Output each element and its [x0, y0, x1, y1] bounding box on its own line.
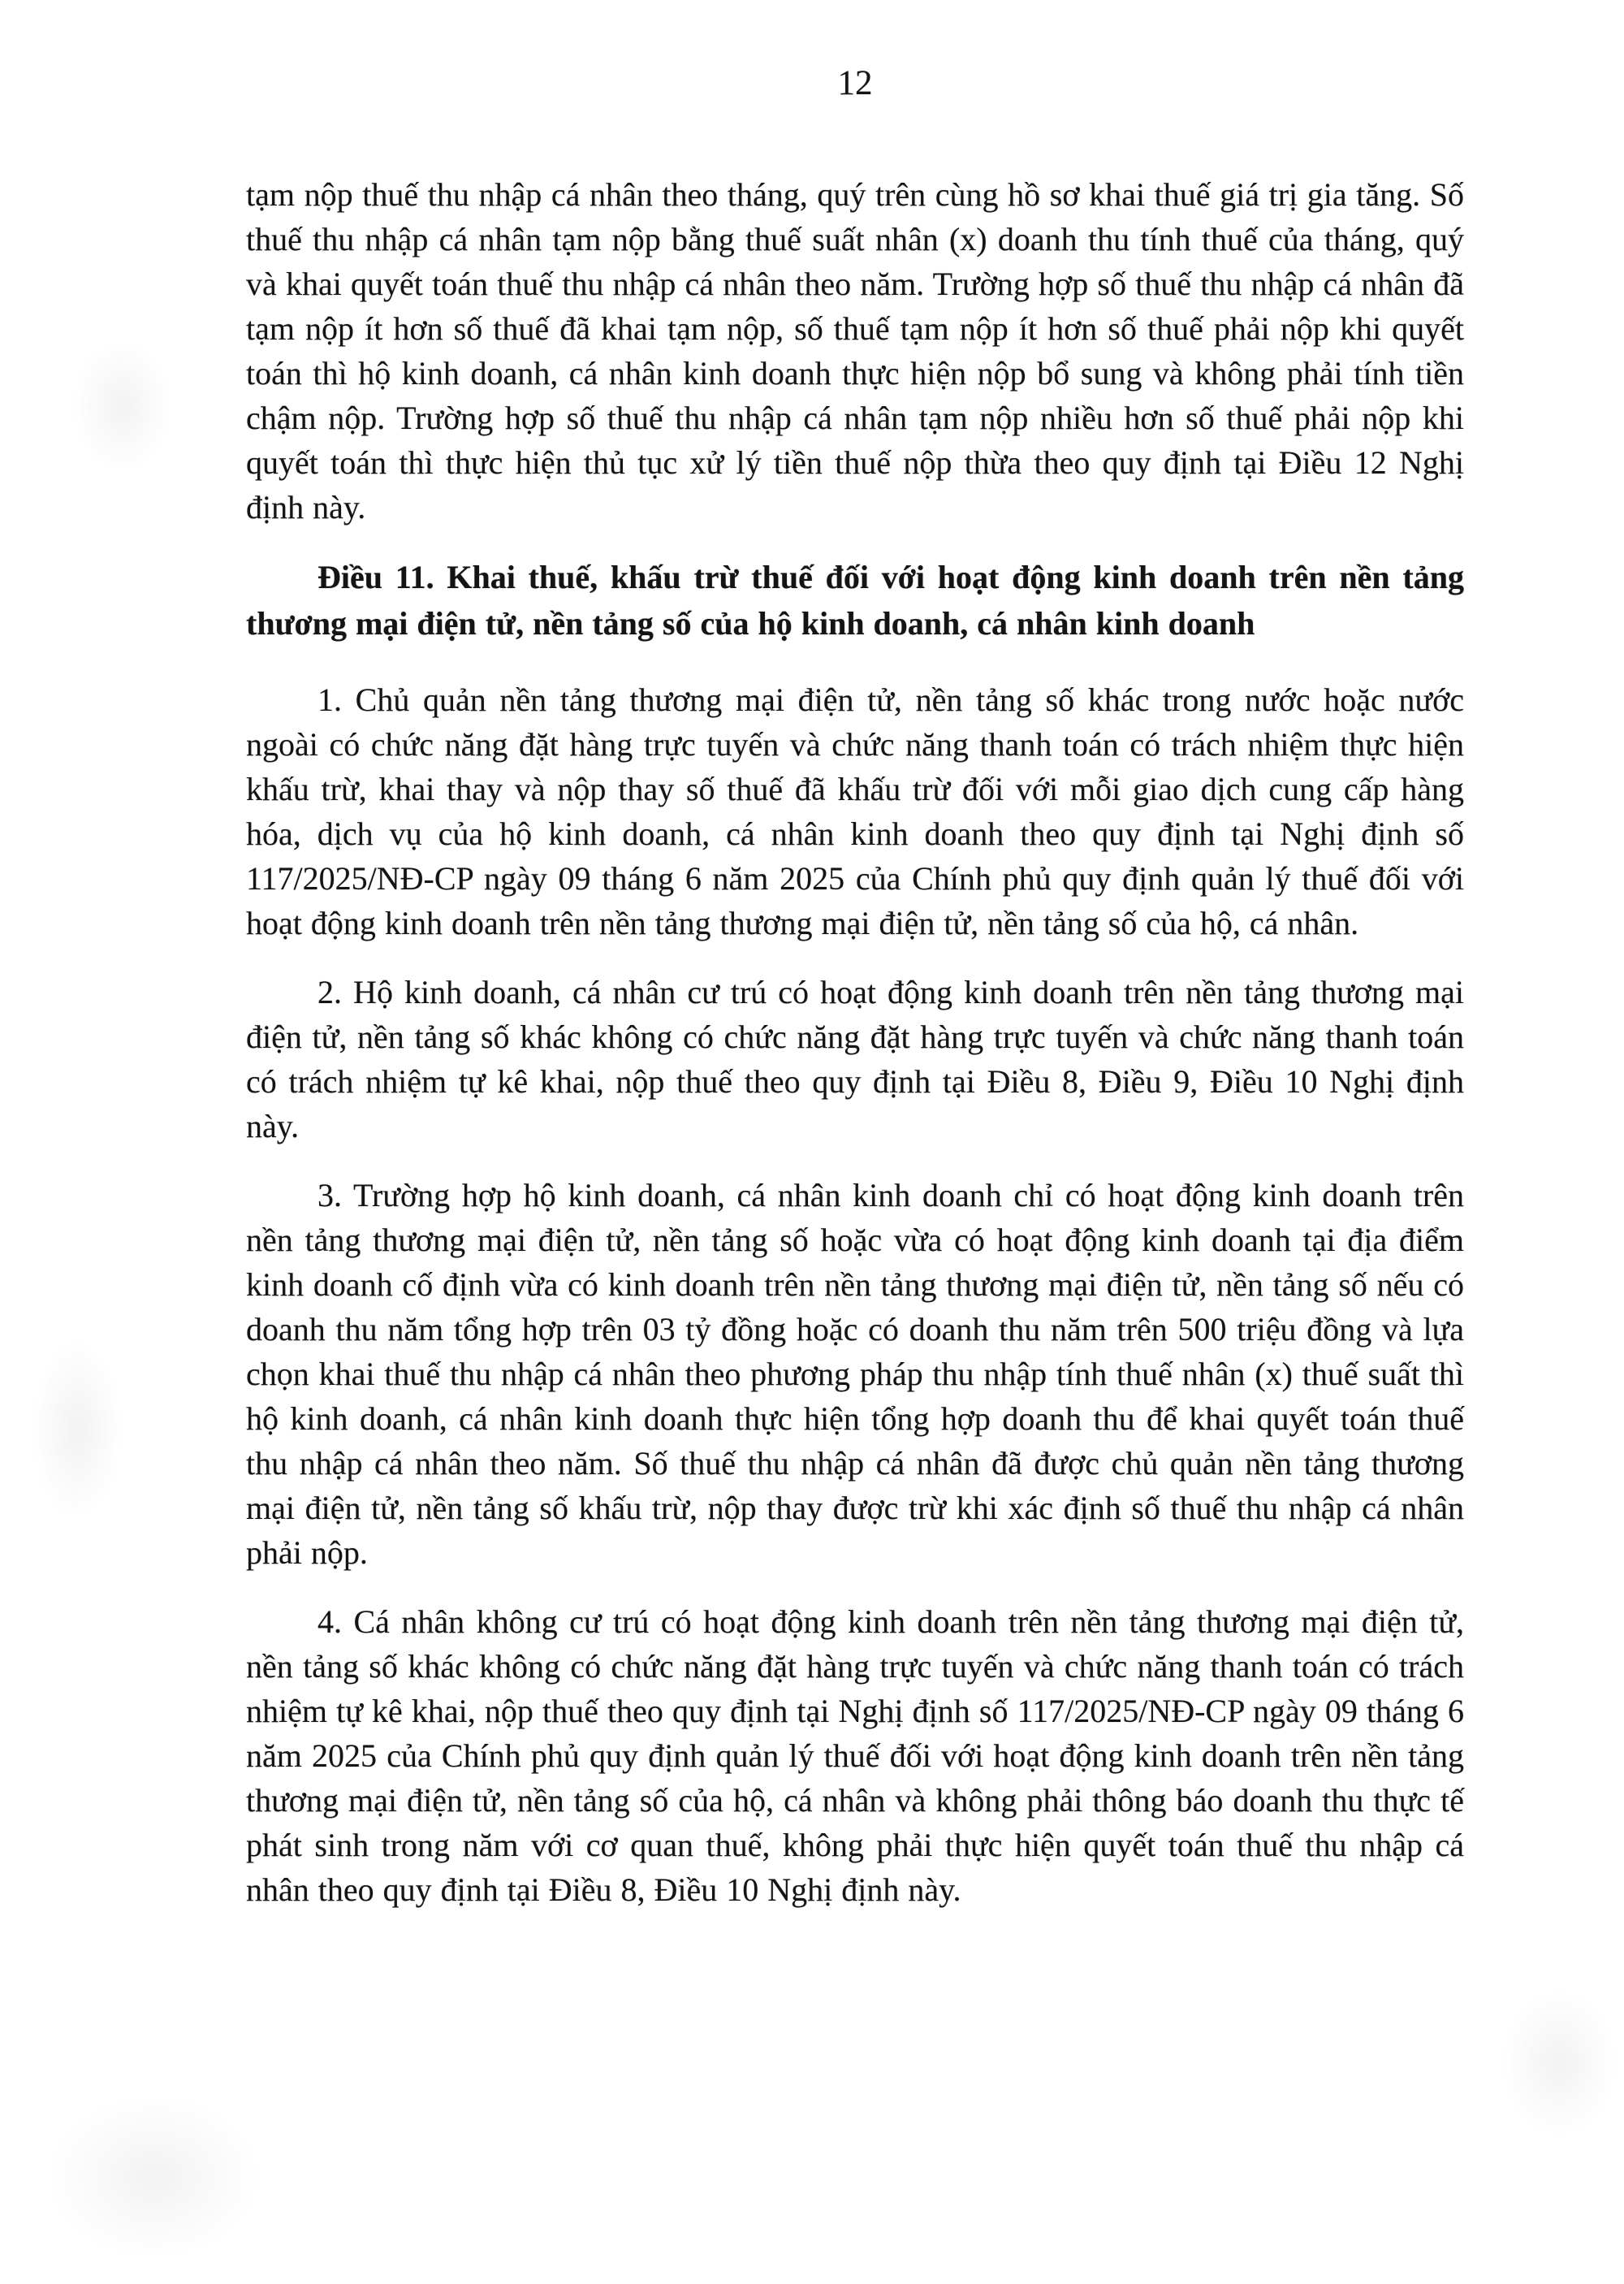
paragraph-continuation: tạm nộp thuế thu nhập cá nhân theo tháng, quý trên cùng hồ sơ khai thuế giá trị gia tăng. Số thuế thu nhập cá nhân tạm nộp bằng thuế suất nhân (x) doanh thu tính thuế của tháng, quý và khai quyết toán thuế thu nhập cá nhân theo năm. Trường hợp số thuế thu nhập cá nhân đã tạm nộp ít hơn số thuế đã khai tạm nộp, số thuế tạm nộp ít hơn số thuế phải nộp khi quyết toán thì hộ kinh doanh, cá nhân kinh doanh thực hiện nộp bổ sung và không phải tính tiền chậm nộp. Trường hợp số thuế thu nhập cá nhân tạm nộp nhiều hơn số thuế phải nộp khi quyết toán thì thực hiện thủ tục xử lý tiền thuế nộp thừa theo quy định tại Điều 12 Nghị định này.	[246, 176, 1464, 526]
article-11-heading: Điều 11. Khai thuế, khấu trừ thuế đối với hoạt động kinh doanh trên nền tảng thương mại điện tử, nền tảng số của hộ kinh doanh, cá nhân kinh doanh	[246, 559, 1464, 642]
paragraph-clause-2: 2. Hộ kinh doanh, cá nhân cư trú có hoạt động kinh doanh trên nền tảng thương mại điện tử, nền tảng số khác không có chức năng đặt hàng trực tuyến và chức năng thanh toán có trách nhiệm tự kê khai, nộp thuế theo quy định tại Điều 8, Điều 9, Điều 10 Nghị định này.	[246, 974, 1464, 1144]
paragraph-clause-3: 3. Trường hợp hộ kinh doanh, cá nhân kinh doanh chỉ có hoạt động kinh doanh trên nền tảng thương mại điện tử, nền tảng số hoặc vừa có hoạt động kinh doanh tại địa điểm kinh doanh cố định vừa có kinh doanh trên nền tảng thương mại điện tử, nền tảng số nếu có doanh thu năm tổng hợp trên 03 tỷ đồng hoặc có doanh thu năm trên 500 triệu đồng và lựa chọn khai thuế thu nhập cá nhân theo phương pháp thu nhập tính thuế nhân (x) thuế suất thì hộ kinh doanh, cá nhân kinh doanh thực hiện tổng hợp doanh thu để khai quyết toán thuế thu nhập cá nhân theo năm. Số thuế thu nhập cá nhân đã được chủ quản nền tảng thương mại điện tử, nền tảng số khấu trừ, nộp thay được trừ khi xác định số thuế thu nhập cá nhân phải nộp.	[246, 1177, 1464, 1571]
paragraph-clause-1: 1. Chủ quản nền tảng thương mại điện tử, nền tảng số khác trong nước hoặc nước ngoài có chức năng đặt hàng trực tuyến và chức năng thanh toán có trách nhiệm thực hiện khấu trừ, khai thay và nộp thay số thuế đã khấu trừ đối với mỗi giao dịch cung cấp hàng hóa, dịch vụ của hộ kinh doanh, cá nhân kinh doanh theo quy định tại Nghị định số 117/2025/NĐ-CP ngày 09 tháng 6 năm 2025 của Chính phủ quy định quản lý thuế đối với hoạt động kinh doanh trên nền tảng thương mại điện tử, nền tảng số của hộ, cá nhân.	[246, 681, 1464, 941]
paragraph-clause-4: 4. Cá nhân không cư trú có hoạt động kinh doanh trên nền tảng thương mại điện tử, nền tảng số khác không có chức năng đặt hàng trực tuyến và chức năng thanh toán có trách nhiệm tự kê khai, nộp thuế theo quy định tại Nghị định số 117/2025/NĐ-CP ngày 09 tháng 6 năm 2025 của Chính phủ quy định quản lý thuế đối với hoạt động kinh doanh trên nền tảng thương mại điện tử, nền tảng số của hộ, cá nhân và không phải thông báo doanh thu thực tế phát sinh trong năm với cơ quan thuế, không phải thực hiện quyết toán thuế thu nhập cá nhân theo quy định tại Điều 8, Điều 10 Nghị định này.	[246, 1603, 1464, 1908]
scan-smudge	[1502, 1990, 1616, 2136]
page-number: 12	[837, 64, 873, 102]
scan-smudge	[49, 2096, 260, 2258]
